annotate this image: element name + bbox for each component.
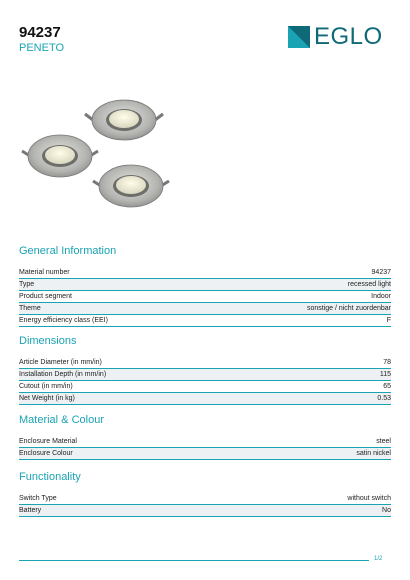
spec-row <box>19 369 391 381</box>
spec-label: Enclosure Colour <box>19 450 73 457</box>
section-general-information <box>19 244 391 327</box>
section-functionality <box>19 470 391 517</box>
spec-label: Theme <box>19 305 41 312</box>
spec-label: Cutout (in mm/in) <box>19 383 73 390</box>
spec-value: 115 <box>379 371 391 378</box>
section-title: Dimensions <box>19 335 77 347</box>
section-dimensions <box>19 334 391 405</box>
product-image <box>10 80 200 220</box>
spec-table <box>19 267 391 327</box>
downlight-top <box>85 100 163 140</box>
eglo-logo-text: EGLO <box>314 23 383 50</box>
spec-label: Product segment <box>19 293 72 300</box>
spec-row <box>19 505 391 517</box>
spec-row <box>19 315 391 327</box>
spec-row <box>19 381 391 393</box>
spec-value: Indoor <box>371 293 391 300</box>
spec-row <box>19 448 391 460</box>
eglo-logo <box>288 23 383 50</box>
spec-label: Installation Depth (in mm/in) <box>19 371 107 378</box>
spec-table <box>19 493 391 517</box>
spec-value: sonstige / nicht zuordenbar <box>306 305 391 312</box>
spec-row <box>19 279 391 291</box>
section-material-colour <box>19 413 391 460</box>
spec-row <box>19 303 391 315</box>
section-title: Functionality <box>19 471 81 483</box>
spec-label: Type <box>19 281 35 288</box>
spec-value: recessed light <box>347 281 391 288</box>
spec-label: Net Weight (in kg) <box>19 395 75 402</box>
spec-row <box>19 267 391 279</box>
spec-value: without switch <box>347 495 391 502</box>
spec-row <box>19 357 391 369</box>
spec-value: 65 <box>383 383 391 390</box>
page-number: 1/2 <box>374 556 383 562</box>
spec-value: 0.53 <box>377 395 391 402</box>
spec-row <box>19 393 391 405</box>
downlight-left <box>22 135 98 177</box>
spec-row <box>19 436 391 448</box>
footer-divider <box>19 560 369 561</box>
spec-value: steel <box>376 438 391 445</box>
spec-value: satin nickel <box>356 450 391 457</box>
spec-label: Energy efficiency class (EEI) <box>19 317 108 324</box>
article-name: PENETO <box>19 42 65 54</box>
spec-value: No <box>382 507 391 514</box>
section-title: Material & Colour <box>19 414 104 426</box>
spec-table <box>19 357 391 405</box>
spec-row <box>19 291 391 303</box>
spec-value: 78 <box>383 359 391 366</box>
downlight-bottom <box>93 165 169 207</box>
section-title: General Information <box>19 245 117 257</box>
spec-label: Enclosure Material <box>19 438 77 445</box>
spec-table <box>19 436 391 460</box>
article-number: 94237 <box>19 24 61 41</box>
spec-row <box>19 493 391 505</box>
spec-label: Material number <box>19 269 70 276</box>
spec-value: 94237 <box>371 269 391 276</box>
spec-value: F <box>386 317 391 324</box>
spec-label: Switch Type <box>19 495 57 502</box>
spec-label: Article Diameter (in mm/in) <box>19 359 102 366</box>
eglo-logo-mark-icon <box>288 26 310 48</box>
spec-label: Battery <box>19 507 42 514</box>
